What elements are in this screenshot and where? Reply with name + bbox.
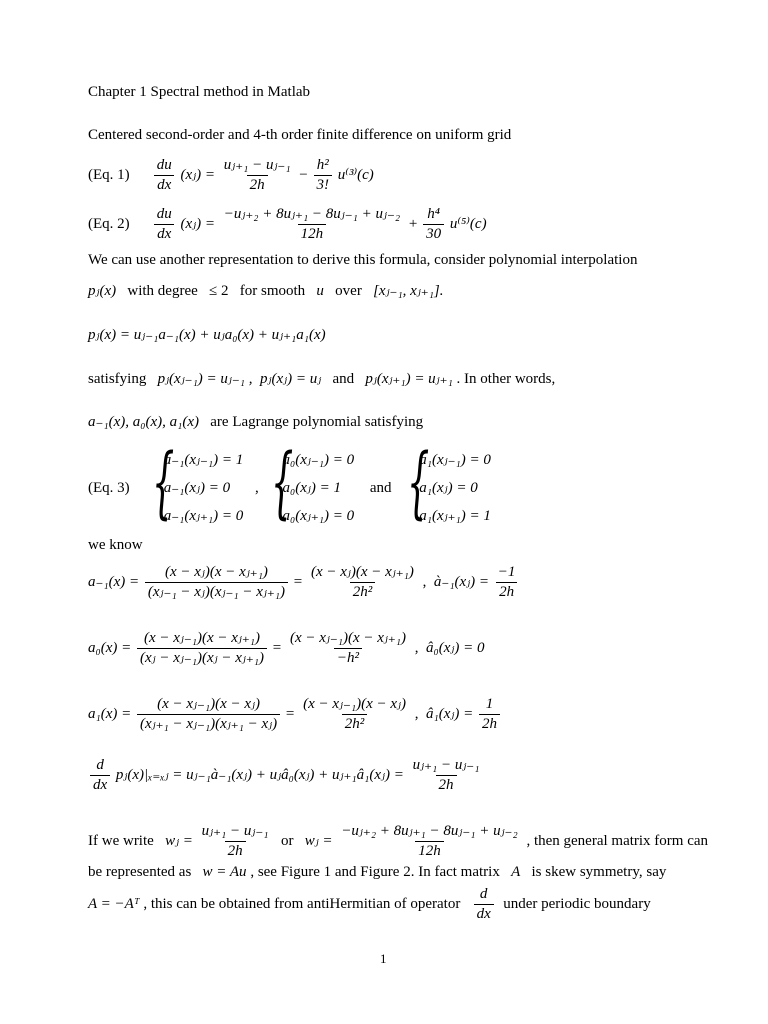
fraction: $\frac{\text{h²}}{3!}$ (314, 158, 333, 193)
paragraph-another-representation: We can use another representation to derive this formula, consider polynomial interpolation (88, 252, 638, 268)
text: under periodic boundary (503, 895, 651, 912)
condition-group-a-0 (270, 438, 355, 530)
equation-label: (Eq. 1) (88, 166, 130, 183)
we-know: we know (88, 537, 143, 553)
condition-row: a₁(xⱼ) = 0 (419, 480, 478, 496)
page-number: 1 (380, 951, 387, 966)
condition-row: a₁(xⱼ₊₁) = 1 (419, 508, 491, 524)
math-text: â₁(xⱼ) = (426, 705, 474, 722)
text: , then general matrix form can (526, 832, 709, 849)
math-text: u (316, 283, 324, 299)
fraction: $\frac{\text{(x − xⱼ₋₁)(x − xⱼ)}}{\text{(xⱼ₊₁ − xⱼ₋₁)(xⱼ₊₁ − xⱼ)}}$ (137, 697, 280, 732)
separator: , (255, 479, 259, 496)
text: for smooth (239, 283, 306, 299)
condition-row: a₀(xⱼ) = 1 (282, 480, 341, 496)
fraction: $\frac{\text{−uⱼ₊₂ + 8uⱼ₊₁ − 8uⱼ₋₁ + uⱼ₋₂}}{12h}$ (341, 823, 518, 859)
equation-text: (xⱼ) = (180, 166, 215, 183)
equation-3 (88, 438, 499, 530)
derivative-fraction: $\frac{d}{dx}$ (474, 887, 494, 922)
derivative-fraction: $\frac{du}{dx}$ (154, 207, 175, 242)
text: be represented as (88, 864, 192, 880)
math-text: A (511, 864, 521, 880)
condition-group-a-minus-1 (151, 438, 244, 530)
math-text: â₀(xⱼ) = 0 (426, 639, 485, 656)
math-text: ≤ 2 (209, 283, 229, 299)
equation-text: u⁽³⁾(c) (337, 166, 374, 183)
text: is skew symmetry, say (531, 864, 667, 880)
fraction: $\frac{\text{uⱼ₊₁ − uⱼ₋₁}}{2h}$ (223, 157, 291, 193)
math-text: a₋₁(x), a₀(x), a₁(x) (88, 414, 200, 430)
condition-row: a₋₁(xⱼ₋₁) = 1 (163, 452, 244, 468)
separator: , (414, 705, 419, 722)
math-text: à₋₁(xⱼ) = (433, 573, 490, 590)
separator: , (414, 639, 419, 656)
fraction: $\frac{\text{uⱼ₊₁ − uⱼ₋₁}}{2h}$ (412, 757, 480, 793)
a-0-formula (88, 631, 484, 666)
operator: − (299, 166, 308, 183)
math-text: wⱼ = (304, 832, 333, 849)
paragraph-antihermitian (88, 887, 651, 922)
math-text: pⱼ(x)|ₓ₌ₓⱼ = uⱼ₋₁à₋₁(xⱼ) + uⱼâ₀(xⱼ) + uⱼ₊₁â₁(xⱼ) = (115, 766, 404, 783)
left-brace-icon: { (151, 438, 175, 528)
equation-text: (xⱼ) = (180, 215, 215, 232)
equation-label: (Eq. 2) (88, 215, 130, 232)
operator: = (285, 705, 295, 722)
math-text: [xⱼ₋₁, xⱼ₊₁]. (373, 283, 444, 299)
condition-row: a₀(xⱼ₊₁) = 0 (282, 508, 355, 524)
derivative-fraction: $\frac{d}{dx}$ (90, 758, 110, 793)
fraction: $\frac{\text{(x − xⱼ)(x − xⱼ₊₁)}}{\text{(xⱼ₋₁ − xⱼ)(xⱼ₋₁ − xⱼ₊₁)}}$ (145, 565, 288, 600)
left-brace-icon: { (407, 438, 430, 528)
math-text: a₁(x) = (88, 705, 132, 722)
operator: = (293, 573, 303, 590)
fraction: $\frac{\text{h⁴}}{30}$ (423, 207, 444, 242)
math-text: pⱼ(xⱼ) = uⱼ (260, 371, 322, 387)
text: and (332, 371, 355, 387)
left-brace-icon: { (270, 438, 293, 528)
math-text: pⱼ(xⱼ₊₁) = uⱼ₊₁ (365, 371, 453, 387)
condition-row: a₁(xⱼ₋₁) = 0 (419, 452, 491, 468)
text: If we write (88, 832, 154, 849)
paragraph-if-we-write (88, 824, 708, 859)
text: are Lagrange polynomial satisfying (210, 414, 424, 430)
fraction: $\frac{-1}{2h}$ (497, 564, 516, 600)
fraction: $\frac{\text{(x − xⱼ)(x − xⱼ₊₁)}}{\text{2h²}}$ (310, 564, 414, 600)
text: . In other words, (456, 371, 556, 387)
text: , this can be obtained from antiHermitian of operator (143, 895, 461, 912)
chapter-title: Chapter 1 Spectral method in Matlab (88, 84, 311, 100)
text: satisfying (88, 371, 147, 387)
condition-row: a₀(xⱼ₋₁) = 0 (282, 452, 355, 468)
text: and (369, 479, 392, 496)
intro-text: Centered second-order and 4-th order finite difference on uniform grid (88, 127, 512, 143)
math-text: wⱼ = (165, 832, 193, 849)
condition-row: a₋₁(xⱼ) = 0 (163, 480, 231, 496)
equation-label: (Eq. 3) (88, 479, 130, 496)
separator: , (422, 573, 427, 590)
math-text: w = Au (202, 864, 247, 880)
math-text: pⱼ(xⱼ₋₁) = uⱼ₋₁ , (157, 371, 253, 387)
paragraph-pj-degree (88, 284, 444, 299)
fraction: $\frac{\text{−uⱼ₊₂ + 8uⱼ₊₁ − 8uⱼ₋₁ + uⱼ₋₂}}{12h}$ (223, 206, 401, 242)
math-text: pⱼ(x) (88, 283, 117, 299)
equation-text: u⁽⁵⁾(c) (449, 215, 487, 232)
equation-1 (88, 158, 374, 193)
a-1-formula (88, 697, 502, 732)
math-text: a₋₁(x) = (88, 573, 140, 590)
fraction: $\frac{\text{(x − xⱼ₋₁)(x − xⱼ₊₁)}}{\text{(xⱼ − xⱼ₋₁)(xⱼ − xⱼ₊₁)}}$ (137, 631, 267, 666)
a-minus-1-formula (88, 565, 520, 600)
paragraph-lagrange (88, 415, 423, 430)
fraction: $\frac{\text{(x − xⱼ₋₁)(x − xⱼ₊₁)}}{\text{−h²}}$ (289, 630, 406, 666)
operator: + (408, 215, 418, 232)
fraction: $\frac{\text{(x − xⱼ₋₁)(x − xⱼ)}}{\text{2h²}}$ (303, 696, 406, 732)
math-text: a₀(x) = (88, 639, 132, 656)
fraction: $\frac{1}{2h}$ (479, 697, 500, 732)
paragraph-represented (88, 865, 666, 880)
text: , see Figure 1 and Figure 2. In fact matrix (250, 864, 500, 880)
equation-2 (88, 207, 487, 242)
pj-formula: pⱼ(x) = uⱼ₋₁a₋₁(x) + uⱼa₀(x) + uⱼ₊₁a₁(x) (88, 327, 326, 343)
text: or (280, 832, 294, 849)
fraction: $\frac{\text{uⱼ₊₁ − uⱼ₋₁}}{2h}$ (201, 823, 269, 859)
math-text: A = −Aᵀ (88, 895, 140, 912)
paragraph-satisfying (88, 372, 555, 387)
text: with degree (127, 283, 198, 299)
operator: = (272, 639, 282, 656)
condition-group-a-1 (407, 438, 491, 530)
text: over (335, 283, 362, 299)
derivative-formula (88, 758, 484, 793)
derivative-fraction: $\frac{du}{dx}$ (154, 158, 175, 193)
condition-row: a₋₁(xⱼ₊₁) = 0 (163, 508, 244, 524)
